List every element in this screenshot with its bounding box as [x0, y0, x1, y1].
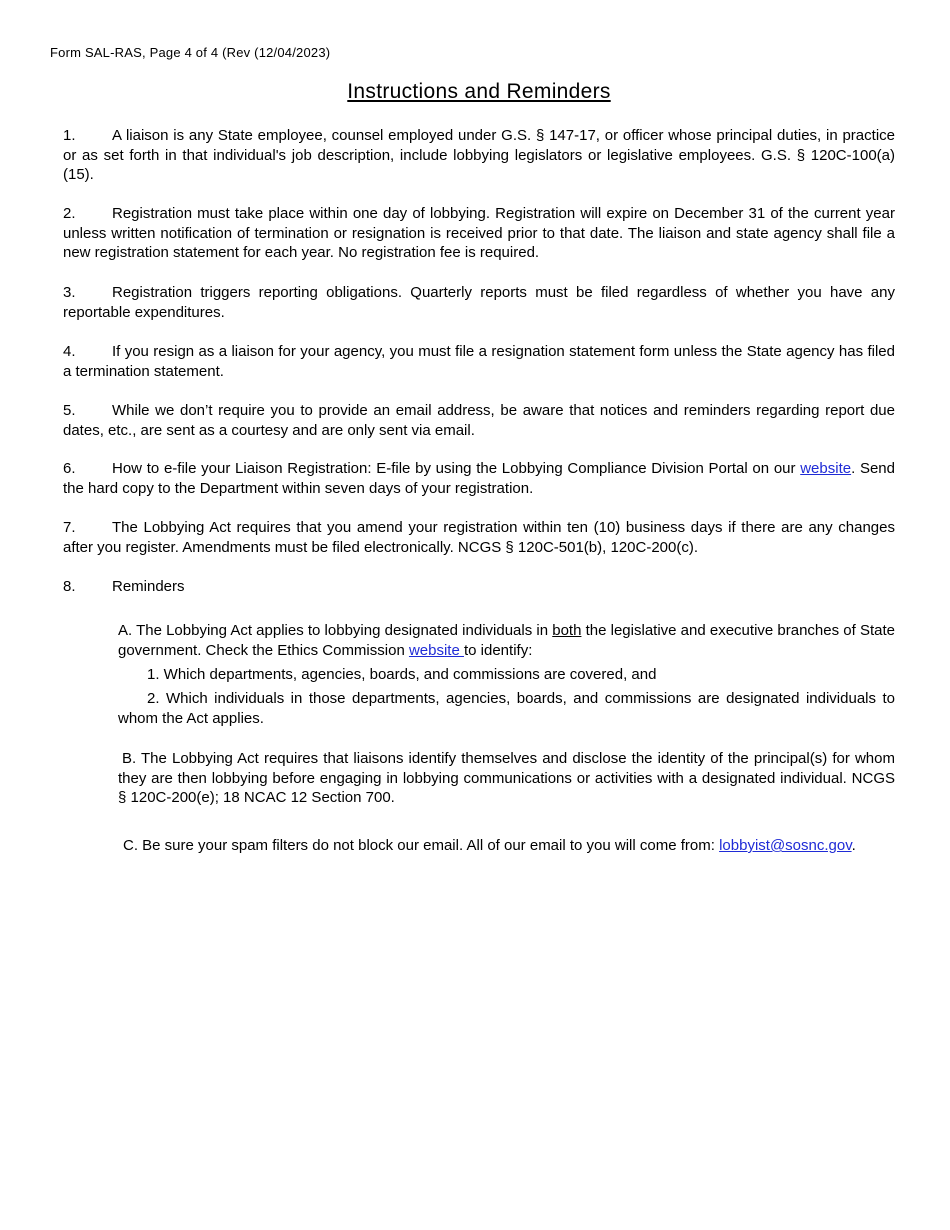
item-number: 2. [63, 205, 76, 222]
reminder-b-text: B. The Lobbying Act requires that liaisons identify themselves and disclose the identity of the principal(s) for whom they are then lobbying before engaging in lobbying communications or activities with a designated individual. NCGS § 120C-200(e); 18 NCAC 12 Section 700. [118, 750, 895, 806]
item-text: While we don’t require you to provide an email address, be aware that notices and reminders regarding report due dates, etc., are sent as a courtesy and are only sent via email. [63, 402, 895, 439]
reminder-b [118, 749, 895, 808]
reminder-a-middle: the legislative and executive branches of State government. Check the Ethics Commission [118, 622, 895, 659]
ethics-website-link[interactable]: website [408, 641, 464, 659]
instruction-item-5 [63, 401, 895, 440]
reminder-a-sub-2: 2. Which individuals in those departments, agencies, boards, and commissions are designated individuals to whom the Act applies. [118, 690, 895, 727]
item-number: 8. [63, 578, 76, 595]
instruction-item-1 [63, 126, 895, 185]
instruction-item-6 [63, 459, 895, 498]
item-text: If you resign as a liaison for your agency, you must file a resignation statement form unless the State agency has filed a termination statement. [63, 343, 895, 380]
item-text: The Lobbying Act requires that you amend your registration within ten (10) business days if there are any changes after you register. Amendments must be filed electronically. NCGS § 120C-501(b), 120C-200(c). [63, 519, 895, 556]
website-link[interactable]: website [800, 460, 852, 477]
reminder-c [123, 836, 856, 856]
instruction-item-3 [63, 283, 895, 322]
instruction-item-4 [63, 342, 895, 381]
item-text-before: How to e-file your Liaison Registration: E-file by using the Lobbying Compliance Division Portal on our [112, 460, 801, 477]
item-text-after: . Send the hard copy to the Department within seven days of your registration. [63, 460, 895, 497]
page-title: Instructions and Reminders [347, 80, 611, 103]
reminder-c-after: . [851, 837, 856, 854]
item-number: 3. [63, 284, 76, 301]
reminder-a-sub-1: 1. Which departments, agencies, boards, and commissions are covered, and [147, 666, 657, 683]
form-header: Form SAL-RAS, Page 4 of 4 (Rev (12/04/2023) [50, 45, 331, 60]
instruction-item-8 [63, 577, 895, 597]
reminder-a-text: A. The Lobbying Act applies to lobbying designated individuals in [118, 622, 553, 639]
item-number: 6. [63, 460, 76, 477]
item-number: 1. [63, 127, 76, 144]
instruction-item-7 [63, 518, 895, 557]
item-text: A liaison is any State employee, counsel employed under G.S. § 147-17, or officer whose principal duties, in practice or as set forth in that individual's job description, include lobbying legislators or legislative employees. G.S. § 120C-100(a)(15). [63, 127, 895, 183]
reminder-c-text: C. Be sure your spam filters do not block our email. All of our email to you will come from: [123, 837, 720, 854]
email-link[interactable]: lobbyist@sosnc.gov [719, 837, 852, 854]
reminder-a-after: to identify: [463, 641, 533, 659]
item-text: Registration triggers reporting obligations. Quarterly reports must be filed regardless of whether you have any reportable expenditures. [63, 284, 895, 321]
item-number: 7. [63, 519, 76, 536]
item-number: 5. [63, 402, 76, 419]
instruction-item-2 [63, 204, 895, 263]
item-text: Reminders [112, 578, 185, 595]
emphasis-both: both [552, 622, 582, 639]
reminder-a [118, 621, 895, 660]
item-number: 4. [63, 343, 76, 360]
item-text: Registration must take place within one day of lobbying. Registration will expire on December 31 of the current year unless written notification of termination or resignation is received prior to that date. The liaison and state agency shall file a new registration statement for each year. No registration fee is required. [63, 205, 895, 261]
